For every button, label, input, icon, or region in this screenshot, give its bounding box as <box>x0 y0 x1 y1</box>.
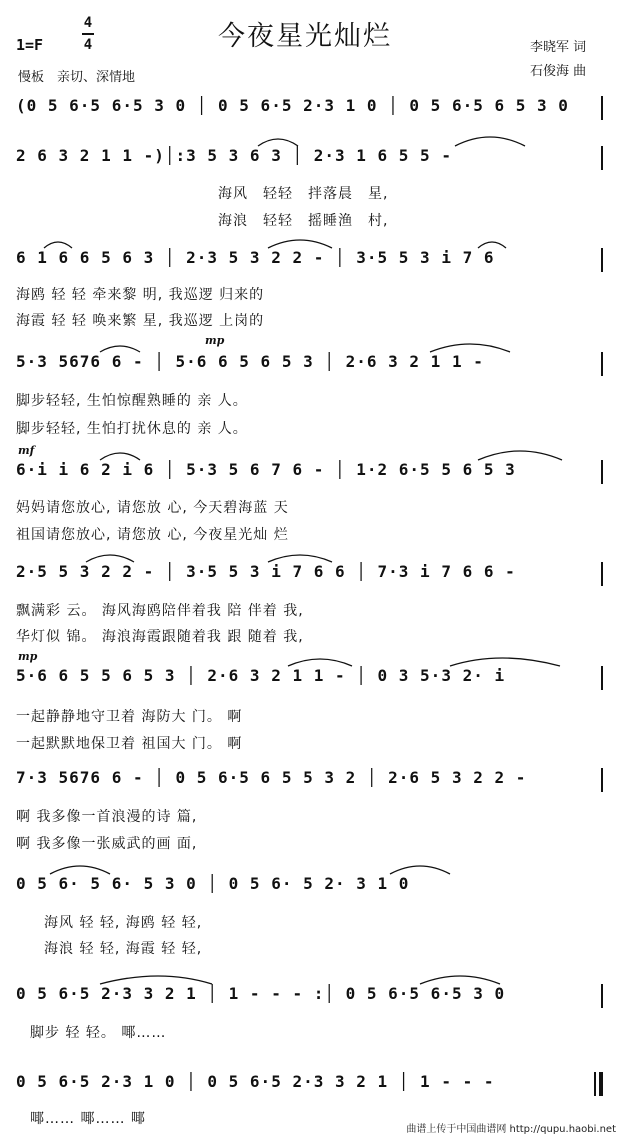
composer-credit: 石俊海 曲 <box>530 64 587 79</box>
system-5-lyric-1: 妈妈请您放心, 请您放 心, 今天碧海蓝 天 <box>16 500 289 516</box>
slur <box>390 866 450 874</box>
system-7-notes: 5·6 6 5 5 6 5 3 │ 2·6 3 2 1 1 - │ 0 3 5·3 2· i <box>16 666 506 685</box>
system-9-lyric-1: 海风 轻 轻, 海鸥 轻 轻, <box>44 915 203 931</box>
system-5-dynamic: mf <box>18 444 35 457</box>
system-3-lyric-2: 海霞 轻 轻 唤来繁 星, 我巡逻 上岗的 <box>16 313 265 329</box>
system-10-notes: 0 5 6·5 2·3 3 2 1 │ 1 - - - :│ 0 5 6·5 6·5 3 0 <box>16 984 506 1003</box>
system-9-notes: 0 5 6· 5 6· 5 3 0 │ 0 5 6· 5 2· 3 1 0 <box>16 874 410 893</box>
tempo-marking: 慢板 亲切、深情地 <box>18 70 136 85</box>
slur <box>44 242 72 248</box>
system-9-lyric-2: 海浪 轻 轻, 海霞 轻 轻, <box>44 941 203 957</box>
key-signature: 1=F <box>16 36 44 54</box>
slur <box>100 976 212 984</box>
slur <box>258 139 298 146</box>
slur <box>268 240 332 248</box>
system-2-lyric-1: 海风 轻轻 拌落晨 星, <box>218 186 389 202</box>
time-denominator: 4 <box>83 37 93 53</box>
slur <box>420 976 500 984</box>
song-title: 今夜星光灿烂 <box>218 21 392 52</box>
slur <box>100 346 140 352</box>
system-4-lyric-1: 脚步轻轻, 生怕惊醒熟睡的 亲 人。 <box>16 393 248 409</box>
system-7-lyric-2: 一起默默地保卫着 祖国大 门。 啊 <box>16 736 243 752</box>
system-6-lyric-1: 飘满彩 云。 海风海鸥陪伴着我 陪 伴着 我, <box>16 603 304 619</box>
system-3-lyric-1: 海鸥 轻 轻 牵来黎 明, 我巡逻 归来的 <box>16 287 265 303</box>
system-5-lyric-2: 祖国请您放心, 请您放 心, 今夜星光灿 烂 <box>16 527 289 543</box>
slur <box>455 137 525 146</box>
slur <box>100 453 140 460</box>
system-6-notes: 2·5 5 3 2 2 - │ 3·5 5 3 i 7 6 6 │ 7·3 i 7 6 6 - <box>16 562 516 581</box>
system-2-notes: 2 6 3 2 1 1 -)│:3 5 3 6 3 │ 2·3 1 6 5 5 - <box>16 146 452 165</box>
system-8-notes: 7·3 5676 6 - │ 0 5 6·5 6 5 5 3 2 │ 2·6 5 3 2 2 - <box>16 768 527 787</box>
system-1-notes: (0 5 6·5 6·5 3 0 │ 0 5 6·5 2·3 1 0 │ 0 5 6·5 6 5 3 0 <box>16 96 569 115</box>
system-6-lyric-2: 华灯似 锦。 海浪海霞跟随着我 跟 随着 我, <box>16 629 304 645</box>
system-4-notes: 5·3 5676 6 - │ 5·6 6 5 6 5 3 │ 2·6 3 2 1 1 - <box>16 352 484 371</box>
slur <box>86 555 134 562</box>
slur <box>450 658 560 666</box>
system-10-lyric-1: 脚步 轻 轻。 㖿…… <box>30 1025 167 1041</box>
slur <box>288 659 352 666</box>
slur <box>430 344 510 352</box>
system-7-lyric-1: 一起静静地守卫着 海防大 门。 啊 <box>16 709 243 725</box>
time-numerator: 4 <box>83 15 93 31</box>
slur <box>50 866 110 874</box>
system-7-dynamic: mp <box>18 650 38 663</box>
system-8-lyric-1: 啊 我多像一首浪漫的诗 篇, <box>16 809 198 825</box>
system-8-lyric-2: 啊 我多像一张威武的画 面, <box>16 836 198 852</box>
system-4-dynamic: mp <box>205 334 225 347</box>
system-11-lyric-1: 㖿…… 㖿…… 㖿 <box>30 1111 146 1127</box>
system-11-notes: 0 5 6·5 2·3 1 0 │ 0 5 6·5 2·3 3 2 1 │ 1 - - - <box>16 1072 495 1091</box>
slur <box>478 242 506 248</box>
slur <box>268 555 332 562</box>
watermark: 曲谱上传于中国曲谱网 http://qupu.haobi.net <box>406 1124 616 1135</box>
system-3-notes: 6 1 6 6 5 6 3 │ 2·3 5 3 2 2 - │ 3·5 5 3 i 7 6 <box>16 248 495 267</box>
system-5-notes: 6·i i 6 2 i 6 │ 5·3 5 6 7 6 - │ 1·2 6·5 5 6 5 3 <box>16 460 516 479</box>
lyricist-credit: 李晓军 词 <box>530 40 587 55</box>
slur <box>478 451 562 460</box>
system-2-lyric-2: 海浪 轻轻 摇睡渔 村, <box>218 213 389 229</box>
system-4-lyric-2: 脚步轻轻, 生怕打扰休息的 亲 人。 <box>16 421 248 437</box>
